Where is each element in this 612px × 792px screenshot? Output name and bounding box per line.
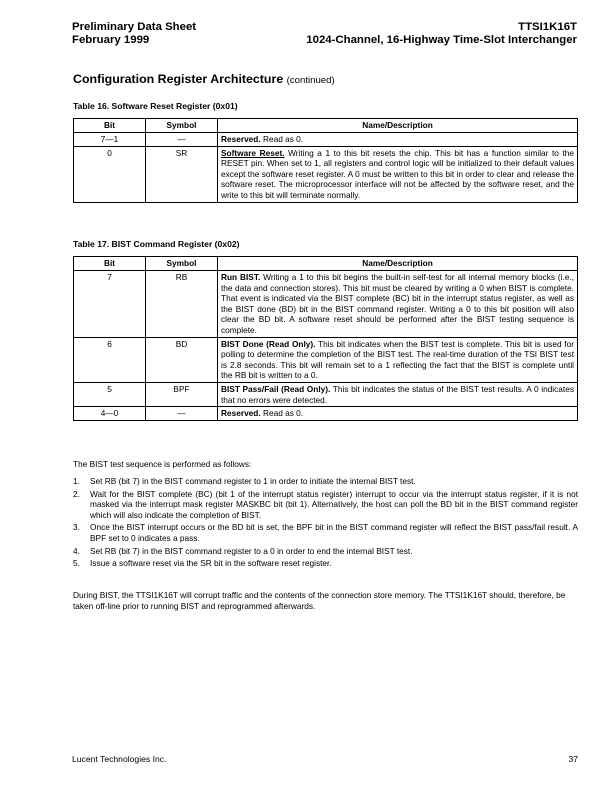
- column-header-symbol: Symbol: [146, 257, 218, 271]
- field-description: This bit indicates the status of the BIST test results. A 0 indicates that no errors were detected.: [221, 383, 574, 405]
- bit-cell: 0: [74, 146, 146, 202]
- bist-closing-paragraph: During BIST, the TTSI1K16T will corrupt traffic and the contents of the connection store memory. The TTSI1K16T should, therefore, be taken off-line prior to running BIST and reprogrammed afterwards.: [73, 590, 566, 611]
- header-date: February 1999: [72, 33, 150, 46]
- description-cell: [218, 337, 578, 382]
- step-number: 4.: [73, 545, 80, 556]
- bist-command-register-table: [73, 256, 578, 421]
- bist-intro-paragraph: The BIST test sequence is performed as follows:: [73, 459, 252, 469]
- symbol-cell: SR: [146, 146, 218, 202]
- step-number: 3.: [73, 522, 80, 533]
- symbol-cell: —: [146, 407, 218, 421]
- description-cell: [218, 133, 578, 147]
- step-text: Once the BIST interrupt occurs or the BD bit is set, the BPF bit in the BIST command register will reflect the BIST pass/fail result. A BPF set to 0 indicates a pass.: [90, 522, 578, 543]
- list-item: [73, 476, 578, 487]
- list-item: [73, 489, 578, 521]
- bit-cell: 6: [74, 337, 146, 382]
- table-row: [74, 133, 578, 147]
- bit-cell: 7—1: [74, 133, 146, 147]
- field-name: Run BIST.: [221, 272, 261, 282]
- description-cell: [218, 382, 578, 406]
- step-text: Set RB (bit 7) in the BIST command register to 1 in order to initiate the internal BIST test.: [90, 476, 416, 486]
- table17-caption: Table 17. BIST Command Register (0x02): [73, 239, 240, 249]
- list-item: [73, 546, 578, 557]
- table-row: [74, 337, 578, 382]
- field-name: Software Reset.: [221, 147, 285, 158]
- software-reset-register-table: [73, 118, 578, 203]
- step-text: Wait for the BIST complete (BC) (bit 1 of the interrupt status register) interrupt to occur via the interrupt status register, if it is not masked via the interrupt mask register MASKBC bit (bit 1). Alternatively, the host can poll the BD bit in the BIST command register which will also indicate the completion of BIST.: [90, 488, 578, 520]
- step-text: Issue a software reset via the SR bit in the software reset register.: [90, 558, 332, 569]
- table-row: [74, 382, 578, 406]
- field-name: Reserved.: [221, 134, 261, 144]
- field-description: Writing a 1 to this bit resets the chip. This bit has a function similar to the RESET pin. When set to 1, all registers and control logic will be initialized to their default values except the software reset register. A 0 must be written to this bit in order to clear and release the software reset. The microprocessor interface will not be affected by the software reset, and the write to this bit will terminate normally.: [221, 147, 574, 200]
- description-cell: [218, 146, 578, 202]
- step-text: Set RB (bit 7) in the BIST command register to a 0 in order to end the internal BIST test.: [90, 545, 413, 556]
- description-cell: [218, 407, 578, 421]
- step-number: 1.: [73, 476, 80, 486]
- bist-sequence-list: [73, 476, 578, 571]
- column-header-bit: Bit: [74, 119, 146, 133]
- section-subtitle: (continued): [286, 75, 335, 86]
- header-part-number: TTSI1K16T: [518, 21, 577, 33]
- section-title-text: Configuration Register Architecture: [73, 72, 284, 86]
- column-header-description: Name/Description: [218, 257, 578, 271]
- section-title: [73, 72, 335, 86]
- table-row: [74, 407, 578, 421]
- column-header-description: Name/Description: [218, 119, 578, 133]
- header-doc-type: Preliminary Data Sheet: [72, 21, 197, 33]
- description-cell: [218, 271, 578, 338]
- field-name: BIST Done (Read Only).: [221, 338, 316, 349]
- bit-cell: 5: [74, 382, 146, 406]
- symbol-cell: BPF: [146, 382, 218, 406]
- footer-company: Lucent Technologies Inc.: [72, 754, 167, 764]
- bit-cell: 4—0: [74, 407, 146, 421]
- field-description: Read as 0.: [260, 408, 304, 419]
- field-name: Reserved.: [221, 408, 261, 419]
- step-number: 2.: [73, 488, 80, 499]
- field-description: Read as 0.: [260, 134, 304, 144]
- symbol-cell: —: [146, 133, 218, 147]
- table-header-row: [74, 119, 578, 133]
- step-number: 5.: [73, 558, 80, 569]
- symbol-cell: BD: [146, 337, 218, 382]
- field-name: BIST Pass/Fail (Read Only).: [221, 383, 331, 394]
- table16-caption: Table 16. Software Reset Register (0x01): [73, 101, 238, 111]
- table-row: [74, 146, 578, 202]
- table-row: [74, 271, 578, 338]
- column-header-bit: Bit: [74, 257, 146, 271]
- symbol-cell: RB: [146, 271, 218, 338]
- column-header-symbol: Symbol: [146, 119, 218, 133]
- list-item: [73, 522, 578, 543]
- field-description: Writing a 1 to this bit begins the built-in self-test for all internal memory blocks (i.e., the data and connection stores). This bit must be cleared by writing a 0 when BIST is complete. That event is indicated via the BIST complete (BC) bit in the interrupt status register, as well as the BIST done (BD) bit in the BIST command register. Writing a 0 to this bit position will also clear the BD bit. A software reset should be performed after the BIST testing sequence is complete.: [221, 272, 575, 335]
- table-header-row: [74, 257, 578, 271]
- field-description: This bit indicates when the BIST test is complete. This bit is used for polling to determine the completion of the BIST test. The real-time duration of the TSI BIST test is 2.8 seconds. This bit will remain set to a 1 reflecting the fact that the BIST is complete until the RB bit is written to a 0.: [221, 338, 574, 381]
- bit-cell: 7: [74, 271, 146, 338]
- page-number: 37: [568, 754, 578, 764]
- list-item: [73, 558, 578, 569]
- header-part-description: 1024-Channel, 16-Highway Time-Slot Interchanger: [306, 33, 577, 46]
